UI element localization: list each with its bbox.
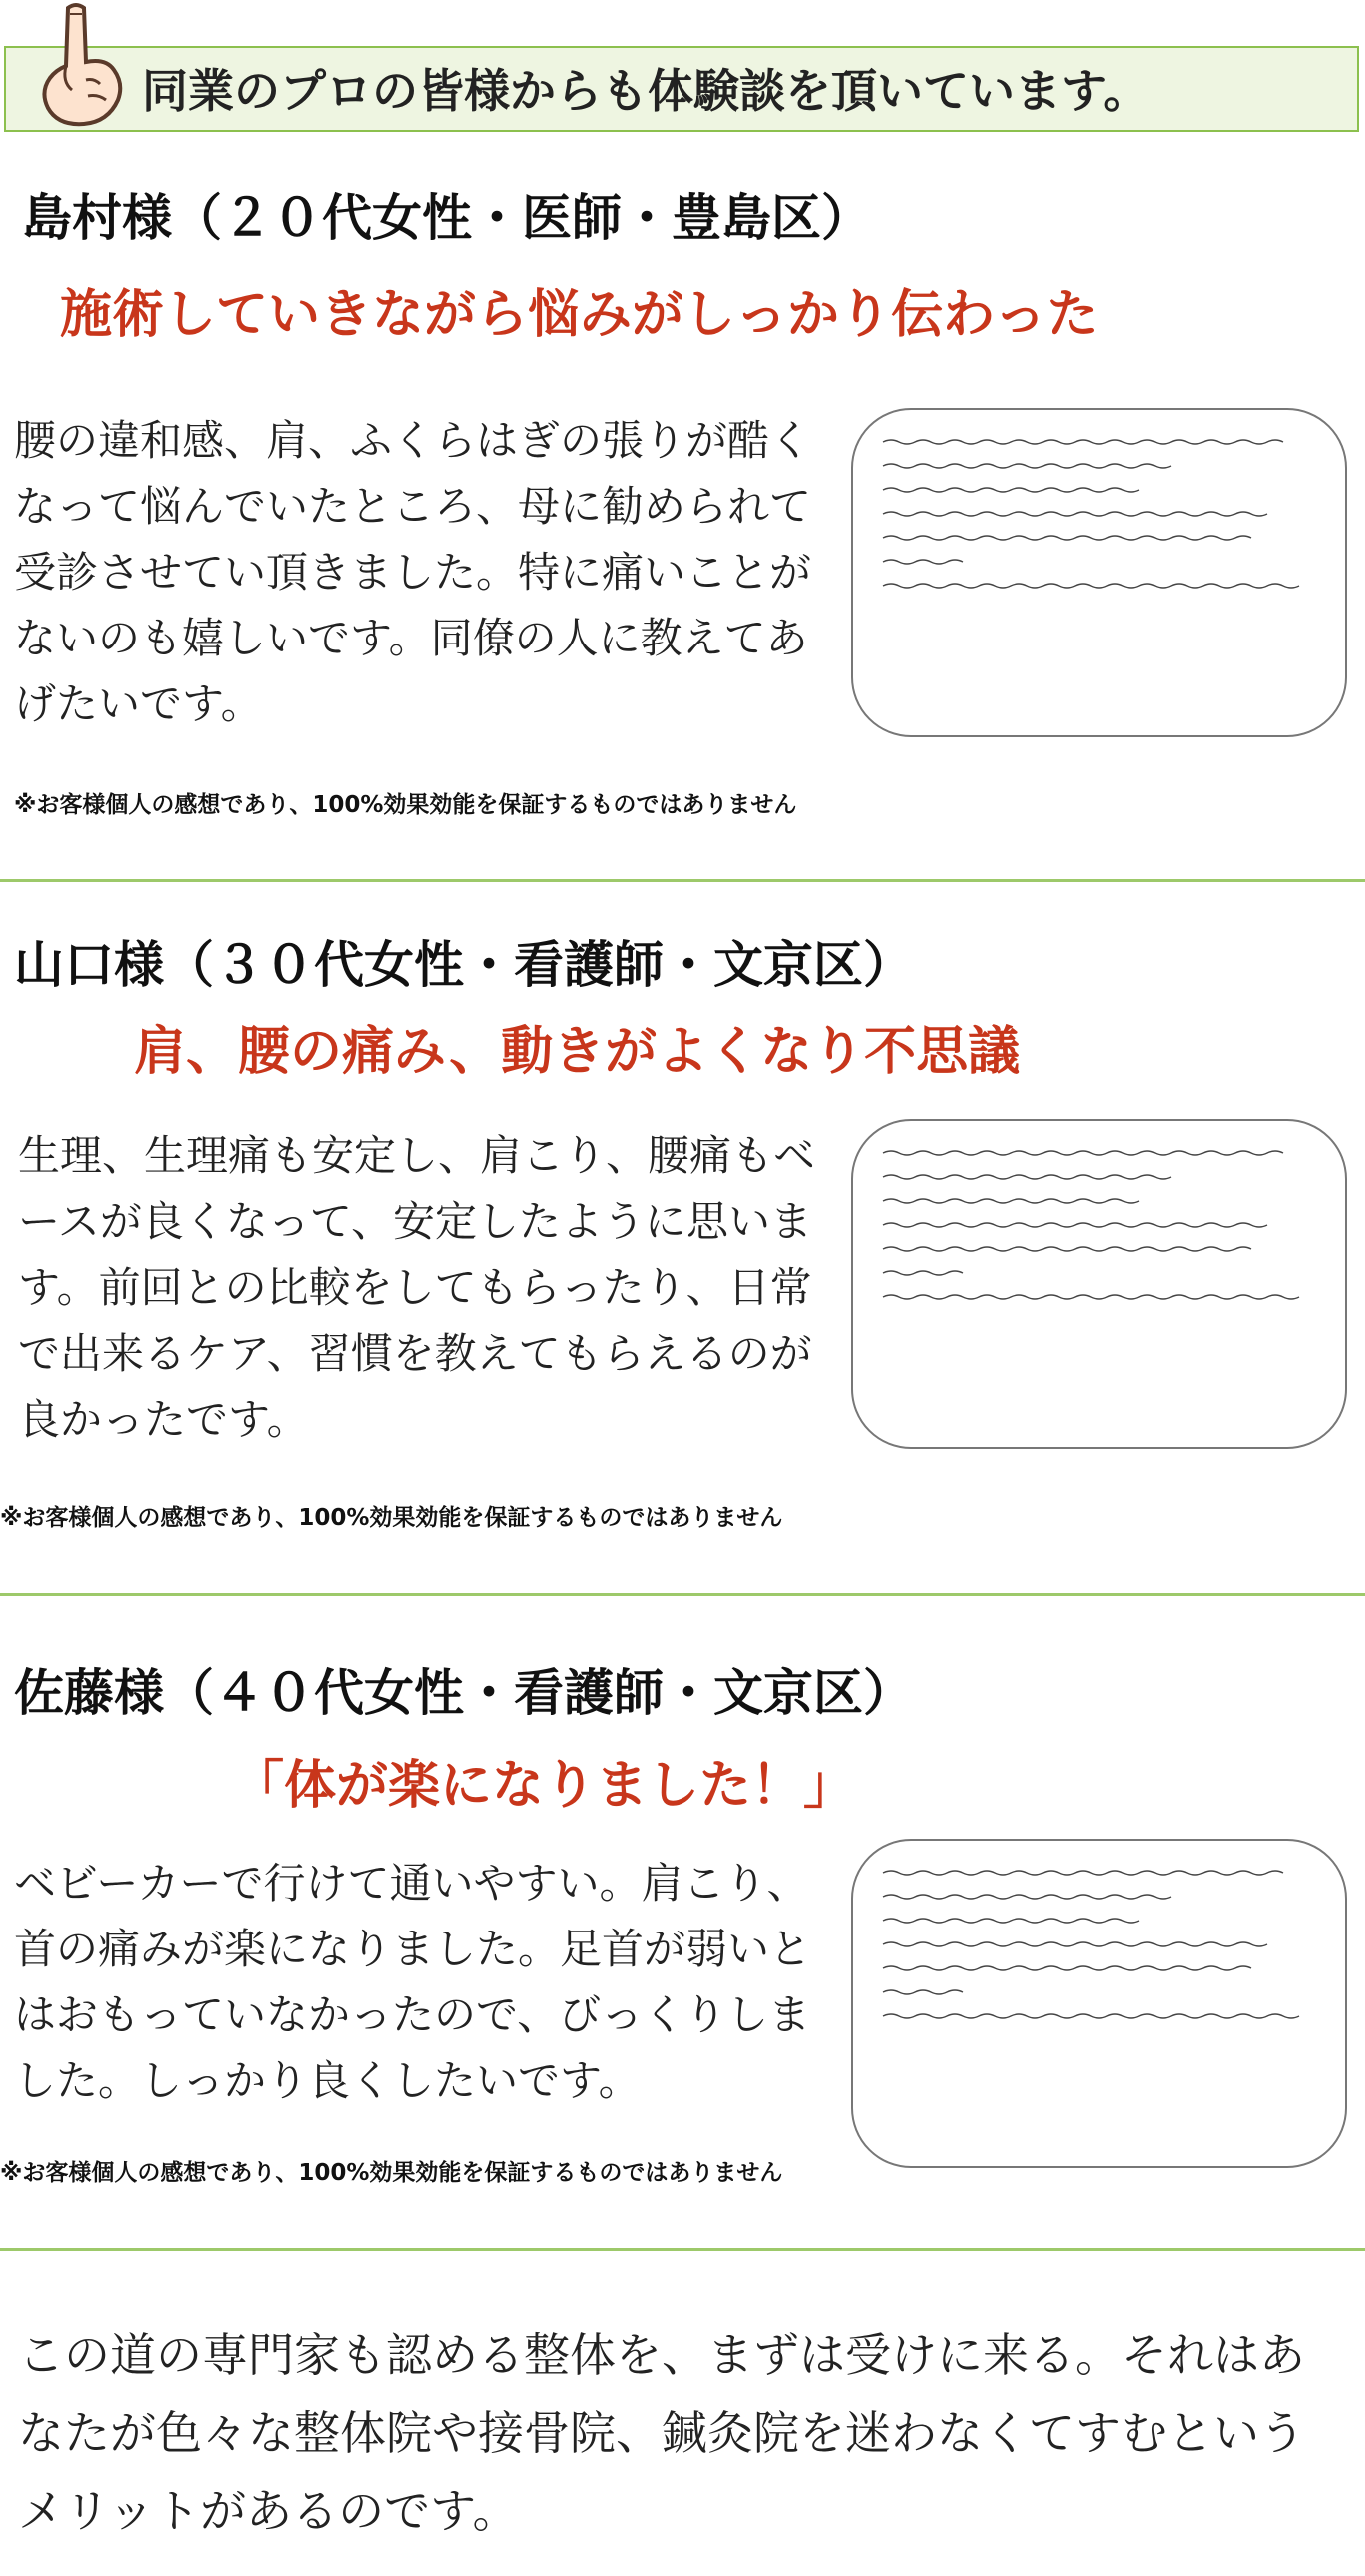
handwriting-scribble (853, 1841, 1349, 2170)
section-divider (0, 879, 1365, 882)
testimonial-1-headline: 施術していきながら悩みがしっかり伝わった (60, 285, 1099, 345)
handwriting-scribble (853, 410, 1349, 739)
testimonial-2-letter-image (851, 1119, 1347, 1449)
testimonial-1-body: 腰の違和感、肩、ふくらはぎの張りが酷くなって悩んでいたところ、母に勧められて受診させてい頂きました。特に痛いことがないのも嬉しいです。同僚の人に教えてあげたいです。 (14, 416, 812, 728)
testimonial-2-name: 山口様（３０代女性・看護師・文京区） (14, 936, 913, 994)
testimonial-3-name: 佐藤様（４０代女性・看護師・文京区） (14, 1664, 913, 1722)
testimonial-2-headline: 肩、腰の痛み、動きがよくなり不思議 (134, 1022, 1021, 1082)
closing-paragraph: この道の専門家も認める整体を、まずは受けに来る。それはあなたが色々な整体院や接骨院、鍼灸院を迷わなくてすむというメリットがあるのです。 (18, 2328, 1305, 2538)
pointing-hand-icon (28, 0, 130, 128)
testimonial-1-name: 島村様（２０代女性・医師・豊島区） (22, 189, 871, 247)
testimonial-1-letter-image (851, 408, 1347, 737)
banner-title: 同業のプロの皆様からも体験談を頂いています。 (142, 64, 1150, 118)
section-divider (0, 1593, 1365, 1596)
testimonial-1-disclaimer: ※お客様個人の感想であり、100%効果効能を保証するものではありません (14, 792, 797, 818)
testimonial-3-letter-image (851, 1839, 1347, 2168)
testimonial-3-body: ベビーカーで行けて通いやすい。肩こり、首の痛みが楽になりました。足首が弱いとはおもっていなかったので、びっくりしました。しっかり良くしたいです。 (14, 1859, 812, 2105)
section-divider (0, 2248, 1365, 2251)
testimonial-banner (4, 46, 1359, 132)
handwriting-scribble (853, 1121, 1349, 1451)
testimonial-3-disclaimer: ※お客様個人の感想であり、100%効果効能を保証するものではありません (0, 2160, 783, 2186)
testimonial-2-disclaimer: ※お客様個人の感想であり、100%効果効能を保証するものではありません (0, 1505, 783, 1531)
testimonial-2-body: 生理、生理痛も安定し、肩こり、腰痛もベースが良くなって、安定したように思います。前回との比較をしてもらったり、日常で出来るケア、習慣を教えてもらえるのが良かったです。 (18, 1131, 816, 1444)
testimonial-3-headline: 「体が楽になりました！」 (232, 1756, 856, 1816)
